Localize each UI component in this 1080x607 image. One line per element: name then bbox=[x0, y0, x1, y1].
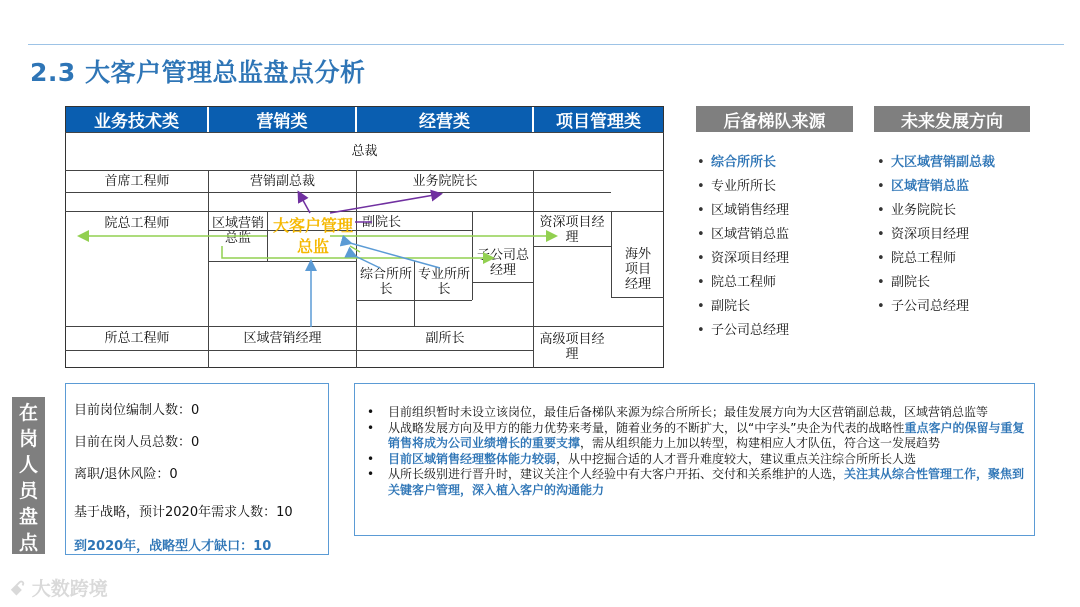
list-item bbox=[697, 271, 789, 295]
bullet: • bbox=[697, 323, 705, 338]
header-project: 项目管理类 bbox=[534, 107, 663, 132]
list-item-label: 副院长 bbox=[711, 299, 751, 314]
bullet: • bbox=[697, 227, 705, 242]
list-item bbox=[877, 199, 995, 223]
list-item-label: 大区域营销副总裁 bbox=[891, 155, 996, 170]
list-item bbox=[697, 295, 789, 319]
arrow-detail bbox=[350, 246, 360, 252]
cell-vice-dean: 副院长 bbox=[362, 215, 402, 230]
list-item bbox=[697, 247, 789, 271]
cell-regional-marketing-manager: 区域营销经理 bbox=[243, 331, 322, 346]
inventory-side-title bbox=[12, 397, 45, 554]
bullet: • bbox=[877, 179, 885, 194]
list-item-label: 副院长 bbox=[891, 275, 931, 290]
inventory-box bbox=[65, 383, 329, 555]
analysis-item: • 从所长级别进行晋升时，建议关注个人经验中有大客户开拓、交付和关系维护的人选，关注其从综合性管理工作，聚焦到关键客户管理，深入植入客户的沟通能力 bbox=[367, 467, 1025, 497]
cell-overseas-pm: 海外项目经理 bbox=[624, 247, 651, 292]
analysis-box bbox=[354, 383, 1035, 536]
list-item-label: 专业所所长 bbox=[711, 179, 777, 194]
bullet: • bbox=[697, 155, 705, 170]
list-item-label: 子公司总经理 bbox=[891, 299, 970, 314]
list-item-label: 区域营销总监 bbox=[711, 227, 790, 242]
cell-president: 总裁 bbox=[351, 144, 378, 159]
list-item bbox=[697, 319, 789, 343]
inventory-side-title-text: 在 岗 人 员 盘 点 bbox=[18, 402, 38, 554]
bullet: • bbox=[877, 227, 885, 242]
cell-advanced-pm: 高级项目经理 bbox=[539, 332, 605, 362]
arrow-to-vp-marketing bbox=[299, 193, 310, 213]
list-item bbox=[697, 151, 789, 175]
cell-subsidiary-gm: 子公司总经理 bbox=[476, 248, 529, 278]
cell-general-director: 综合所所长 bbox=[360, 267, 413, 297]
succession-title: 后备梯队来源 bbox=[696, 106, 853, 132]
bullet: • bbox=[877, 251, 885, 266]
list-item bbox=[697, 175, 789, 199]
list-item-label: 区域营销总监 bbox=[891, 179, 970, 194]
list-item-label: 区域销售经理 bbox=[711, 203, 790, 218]
list-item-label: 综合所所长 bbox=[711, 155, 777, 170]
list-item bbox=[877, 247, 995, 271]
bullet: • bbox=[877, 203, 885, 218]
cell-key-account-director: 大客户管理总监 bbox=[273, 216, 354, 256]
watermark-logo: ꗃ 大数跨境 bbox=[10, 578, 108, 600]
arrow-from-special-director bbox=[350, 243, 440, 268]
bullet: • bbox=[877, 155, 885, 170]
list-item bbox=[877, 223, 995, 247]
arrow-to-dean-business bbox=[330, 194, 440, 213]
cell-chief-engineer: 首席工程师 bbox=[104, 174, 170, 189]
list-item-label: 业务院院长 bbox=[891, 203, 957, 218]
demand-text: 基于战略，预计2020年需求人数：10 bbox=[74, 505, 293, 520]
quota-text: 目前岗位编制人数：0 bbox=[74, 403, 200, 418]
list-item-label: 资深项目经理 bbox=[891, 227, 970, 242]
cell-dean-business: 业务院院长 bbox=[412, 174, 478, 189]
bullet: • bbox=[697, 275, 705, 290]
header-operations: 经营类 bbox=[357, 107, 532, 132]
bullet: • bbox=[697, 251, 705, 266]
analysis-item: • 目前组织暂时未设立该岗位，最佳后备梯队来源为综合所所长；最佳发展方向为大区营销副总裁，区域营销总监等 bbox=[367, 405, 989, 419]
list-item bbox=[877, 175, 995, 199]
cell-special-director: 专业所所长 bbox=[418, 267, 471, 297]
list-item bbox=[877, 295, 995, 319]
list-item bbox=[877, 151, 995, 175]
list-item-label: 院总工程师 bbox=[711, 275, 777, 290]
list-item bbox=[697, 199, 789, 223]
list-item-label: 资深项目经理 bbox=[711, 251, 790, 266]
analysis-item: • 目前区域销售经理整体能力较弱，从中挖掘合适的人才晋升难度较大，建议重点关注综合所所长人选 bbox=[367, 451, 917, 466]
bullet: • bbox=[877, 299, 885, 314]
cell-regional-director: 区域营销总监 bbox=[212, 216, 265, 246]
bullet: • bbox=[877, 275, 885, 290]
watermark-icon: ꗃ bbox=[10, 578, 32, 600]
cell-vp-marketing: 营销副总裁 bbox=[249, 174, 315, 189]
future-list bbox=[877, 151, 995, 319]
bullet: • bbox=[697, 179, 705, 194]
risk-text: 离职/退休风险：0 bbox=[74, 467, 178, 482]
list-item-label: 子公司总经理 bbox=[711, 323, 790, 338]
current-text: 目前在岗人员总数：0 bbox=[74, 435, 200, 450]
list-item bbox=[877, 271, 995, 295]
cell-senior-pm: 资深项目经理 bbox=[539, 214, 605, 245]
bullet: • bbox=[697, 203, 705, 218]
list-item-label: 院总工程师 bbox=[891, 251, 957, 266]
header-marketing: 营销类 bbox=[209, 107, 355, 132]
future-title: 未来发展方向 bbox=[874, 106, 1030, 132]
gap-text: 到2020年，战略型人才缺口：10 bbox=[74, 539, 272, 554]
cell-dean-engineer: 院总工程师 bbox=[104, 215, 170, 231]
list-item bbox=[697, 223, 789, 247]
cell-deputy-director: 副所长 bbox=[425, 331, 465, 346]
bullet: • bbox=[697, 299, 705, 314]
analysis-item: • 从战略发展方向及甲方的能力优势来考量，随着业务的不断扩大，以“中字头”央企为代表的战略性重点客户的保留与重复销售将成为公司业绩增长的重要支撑，需从组织能力上加以转型，构建相应人才队伍，符合这一发展趋势 bbox=[367, 420, 1025, 450]
cell-institute-engineer: 所总工程师 bbox=[104, 331, 170, 346]
page-title: 2.3 大客户管理总监盘点分析 bbox=[30, 58, 366, 87]
succession-list bbox=[697, 151, 789, 343]
header-tech: 业务技术类 bbox=[66, 107, 207, 132]
